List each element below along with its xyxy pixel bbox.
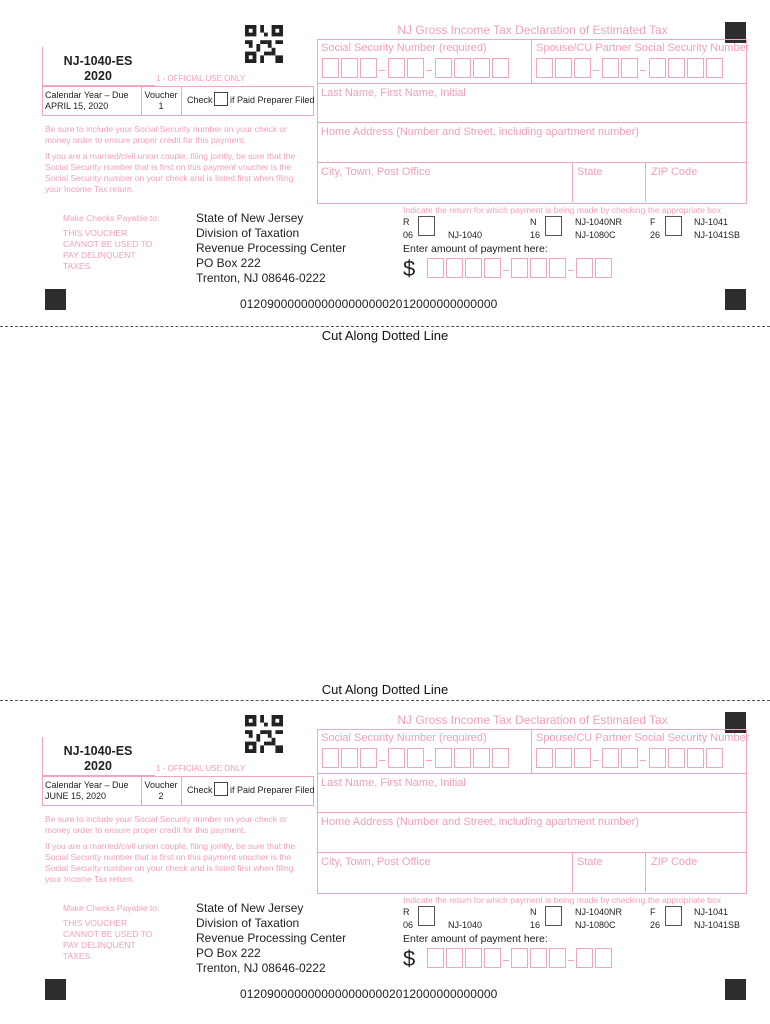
separator-dash bbox=[568, 960, 574, 961]
return-form: NJ-1040NR bbox=[575, 907, 623, 917]
digit-box[interactable] bbox=[687, 748, 704, 768]
tax-year: 2020 bbox=[84, 759, 112, 773]
dollar-sign: $ bbox=[403, 256, 416, 281]
digit-box[interactable] bbox=[687, 58, 704, 78]
digit-box[interactable] bbox=[602, 748, 619, 768]
address-line: Trenton, NJ 08646-0222 bbox=[196, 961, 326, 975]
digit-box[interactable] bbox=[602, 58, 619, 78]
paid-preparer-checkbox[interactable] bbox=[214, 782, 228, 796]
paid-preparer-label: if Paid Preparer Filed bbox=[230, 785, 315, 795]
digit-box[interactable] bbox=[427, 948, 444, 968]
return-checkbox-nj1040[interactable] bbox=[418, 906, 435, 926]
digit-box[interactable] bbox=[621, 748, 638, 768]
digit-box[interactable] bbox=[511, 948, 528, 968]
return-form: NJ-1041SB bbox=[694, 230, 741, 240]
separator-dash bbox=[426, 70, 432, 71]
due-date: JUNE 15, 2020 bbox=[45, 791, 107, 801]
digit-box[interactable] bbox=[492, 58, 509, 78]
ssn-note: Be sure to include your Social Security number on your check or money order to ensure proper credit for this payment. bbox=[45, 814, 287, 835]
digit-box[interactable] bbox=[454, 748, 471, 768]
digit-box[interactable] bbox=[555, 748, 572, 768]
digit-box[interactable] bbox=[668, 748, 685, 768]
separator-dash bbox=[640, 760, 646, 761]
digit-box[interactable] bbox=[454, 58, 471, 78]
due-date: APRIL 15, 2020 bbox=[45, 101, 109, 111]
digit-box[interactable] bbox=[388, 748, 405, 768]
spouse-ssn-label: Spouse/CU Partner Social Security Number bbox=[536, 42, 750, 54]
digit-box[interactable] bbox=[484, 948, 501, 968]
payment-voucher bbox=[0, 0, 770, 320]
digit-box[interactable] bbox=[549, 948, 566, 968]
cut-label: Cut Along Dotted Line bbox=[321, 682, 449, 697]
return-form: NJ-1040 bbox=[448, 230, 483, 240]
digit-box[interactable] bbox=[511, 258, 528, 278]
separator-dash bbox=[426, 760, 432, 761]
name-label: Last Name, First Name, Initial bbox=[321, 87, 466, 99]
dollar-sign: $ bbox=[403, 946, 416, 971]
digit-box[interactable] bbox=[427, 258, 444, 278]
address-line: Revenue Processing Center bbox=[196, 931, 347, 945]
alignment-mark bbox=[725, 289, 746, 310]
official-use-label: 1 - OFFICIAL USE ONLY bbox=[156, 74, 246, 83]
return-checkbox-nj1041[interactable] bbox=[665, 216, 682, 236]
digit-box[interactable] bbox=[322, 748, 339, 768]
payable-label: Make Checks Payable to: bbox=[63, 213, 160, 223]
separator-dash bbox=[379, 70, 385, 71]
alignment-mark bbox=[45, 979, 66, 1000]
digit-box[interactable] bbox=[555, 58, 572, 78]
return-letter: R bbox=[403, 907, 410, 917]
return-checkbox-nj1040nr[interactable] bbox=[545, 216, 562, 236]
return-form: NJ-1080C bbox=[575, 920, 616, 930]
return-code: 16 bbox=[530, 230, 541, 240]
married-note: If you are a married/civil union couple, filing jointly, be sure that the Social Security number that is first on this payment voucher is the Social Security number on your check and is listed first when filing your Income Tax return. bbox=[45, 841, 296, 884]
form-title: NJ Gross Income Tax Declaration of Estimated Tax bbox=[397, 713, 668, 727]
calendar-year-label: Calendar Year – Due bbox=[45, 780, 129, 790]
indicate-label: Indicate the return for which payment is being made by checking the appropriate box bbox=[403, 205, 721, 215]
paid-preparer-label: if Paid Preparer Filed bbox=[230, 95, 315, 105]
digit-box[interactable] bbox=[576, 258, 593, 278]
form-title: NJ Gross Income Tax Declaration of Estimated Tax bbox=[397, 23, 668, 37]
return-letter: F bbox=[650, 907, 656, 917]
digit-box[interactable] bbox=[649, 58, 666, 78]
return-code: 06 bbox=[403, 230, 414, 240]
digit-box[interactable] bbox=[595, 948, 612, 968]
digit-box[interactable] bbox=[574, 748, 591, 768]
mailing-address bbox=[196, 211, 346, 286]
scan-line: 01209000000000000000002012000000000000 bbox=[240, 297, 498, 311]
return-code: 26 bbox=[650, 920, 661, 930]
digit-box[interactable] bbox=[473, 748, 490, 768]
state-label: State bbox=[577, 166, 603, 178]
check-label: Check bbox=[187, 95, 213, 105]
return-code: 26 bbox=[650, 230, 661, 240]
tax-year: 2020 bbox=[84, 69, 112, 83]
digit-box[interactable] bbox=[360, 748, 377, 768]
married-note: If you are a married/civil union couple, filing jointly, be sure that the Social Security number that is first on this payment voucher is the Social Security number on your check and is listed first when filing your Income Tax return. bbox=[45, 151, 296, 194]
indicate-label: Indicate the return for which payment is being made by checking the appropriate box bbox=[403, 895, 721, 905]
return-letter: R bbox=[403, 217, 410, 227]
separator-dash bbox=[640, 70, 646, 71]
return-checkbox-nj1040nr[interactable] bbox=[545, 906, 562, 926]
state-label: State bbox=[577, 856, 603, 868]
address-label: Home Address (Number and Street, including apartment number) bbox=[321, 816, 639, 828]
digit-box[interactable] bbox=[484, 258, 501, 278]
payment-voucher bbox=[0, 690, 770, 1010]
return-form: NJ-1040NR bbox=[575, 217, 623, 227]
separator-dash bbox=[593, 70, 599, 71]
amount-label: Enter amount of payment here: bbox=[403, 933, 548, 945]
separator-dash bbox=[503, 270, 509, 271]
digit-box[interactable] bbox=[706, 748, 723, 768]
digit-box[interactable] bbox=[621, 58, 638, 78]
digit-box[interactable] bbox=[530, 258, 547, 278]
digit-box[interactable] bbox=[407, 748, 424, 768]
voucher-label: Voucher bbox=[144, 90, 178, 100]
address-line: PO Box 222 bbox=[196, 946, 261, 960]
cannot-note: THIS VOUCHER CANNOT BE USED TO PAY DELINQUENT TAXES. bbox=[63, 228, 153, 271]
digit-box[interactable] bbox=[492, 748, 509, 768]
cut-label: Cut Along Dotted Line bbox=[321, 328, 449, 343]
return-code: 16 bbox=[530, 920, 541, 930]
zip-label: ZIP Code bbox=[651, 166, 698, 178]
separator-dash bbox=[568, 270, 574, 271]
digit-box[interactable] bbox=[360, 58, 377, 78]
digit-box[interactable] bbox=[530, 948, 547, 968]
digit-box[interactable] bbox=[574, 58, 591, 78]
ssn-note: Be sure to include your Social Security number on your check or money order to ensure proper credit for this payment. bbox=[45, 124, 287, 145]
address-line: State of New Jersey bbox=[196, 211, 304, 225]
address-line: Trenton, NJ 08646-0222 bbox=[196, 271, 326, 285]
official-use-label: 1 - OFFICIAL USE ONLY bbox=[156, 764, 246, 773]
calendar-year-label: Calendar Year – Due bbox=[45, 90, 129, 100]
digit-box[interactable] bbox=[595, 258, 612, 278]
address-line: Division of Taxation bbox=[196, 226, 300, 240]
alignment-mark bbox=[725, 979, 746, 1000]
city-label: City, Town, Post Office bbox=[321, 166, 431, 178]
return-letter: N bbox=[530, 217, 537, 227]
return-letter: N bbox=[530, 907, 537, 917]
amount-label: Enter amount of payment here: bbox=[403, 243, 548, 255]
barcode-2d-icon bbox=[245, 715, 283, 753]
cut-line bbox=[0, 326, 770, 327]
digit-box[interactable] bbox=[465, 948, 482, 968]
digit-box[interactable] bbox=[536, 748, 553, 768]
mailing-address bbox=[196, 901, 346, 976]
voucher-label: Voucher bbox=[144, 780, 178, 790]
return-form: NJ-1041 bbox=[694, 217, 729, 227]
digit-box[interactable] bbox=[322, 58, 339, 78]
form-id: NJ-1040-ES bbox=[63, 54, 133, 68]
zip-label: ZIP Code bbox=[651, 856, 698, 868]
address-label: Home Address (Number and Street, including apartment number) bbox=[321, 126, 639, 138]
scan-line: 01209000000000000000002012000000000000 bbox=[240, 987, 498, 1001]
return-form: NJ-1041 bbox=[694, 907, 729, 917]
digit-box[interactable] bbox=[446, 948, 463, 968]
paid-preparer-checkbox[interactable] bbox=[214, 92, 228, 106]
digit-box[interactable] bbox=[407, 58, 424, 78]
digit-box[interactable] bbox=[465, 258, 482, 278]
name-label: Last Name, First Name, Initial bbox=[321, 777, 466, 789]
digit-box[interactable] bbox=[576, 948, 593, 968]
digit-box[interactable] bbox=[435, 58, 452, 78]
digit-box[interactable] bbox=[649, 748, 666, 768]
voucher-number: 2 bbox=[158, 791, 164, 801]
city-label: City, Town, Post Office bbox=[321, 856, 431, 868]
address-line: Division of Taxation bbox=[196, 916, 300, 930]
digit-box[interactable] bbox=[549, 258, 566, 278]
address-line: Revenue Processing Center bbox=[196, 241, 347, 255]
return-letter: F bbox=[650, 217, 656, 227]
return-form: NJ-1040 bbox=[448, 920, 483, 930]
digit-box[interactable] bbox=[446, 258, 463, 278]
check-label: Check bbox=[187, 785, 213, 795]
digit-box[interactable] bbox=[435, 748, 452, 768]
digit-box[interactable] bbox=[706, 58, 723, 78]
digit-box[interactable] bbox=[473, 58, 490, 78]
digit-box[interactable] bbox=[536, 58, 553, 78]
barcode-2d-icon bbox=[245, 25, 283, 63]
return-form: NJ-1080C bbox=[575, 230, 616, 240]
return-form: NJ-1041SB bbox=[694, 920, 741, 930]
digit-box[interactable] bbox=[341, 748, 358, 768]
cannot-note: THIS VOUCHER CANNOT BE USED TO PAY DELINQUENT TAXES. bbox=[63, 918, 153, 961]
ssn-label: Social Security Number (required) bbox=[321, 42, 487, 54]
return-checkbox-nj1041[interactable] bbox=[665, 906, 682, 926]
address-line: State of New Jersey bbox=[196, 901, 304, 915]
return-code: 06 bbox=[403, 920, 414, 930]
voucher-number: 1 bbox=[158, 101, 164, 111]
payable-label: Make Checks Payable to: bbox=[63, 903, 160, 913]
alignment-mark bbox=[45, 289, 66, 310]
digit-box[interactable] bbox=[668, 58, 685, 78]
digit-box[interactable] bbox=[388, 58, 405, 78]
spouse-ssn-label: Spouse/CU Partner Social Security Number bbox=[536, 732, 750, 744]
digit-box[interactable] bbox=[341, 58, 358, 78]
separator-dash bbox=[379, 760, 385, 761]
separator-dash bbox=[503, 960, 509, 961]
address-line: PO Box 222 bbox=[196, 256, 261, 270]
ssn-label: Social Security Number (required) bbox=[321, 732, 487, 744]
return-checkbox-nj1040[interactable] bbox=[418, 216, 435, 236]
form-id: NJ-1040-ES bbox=[63, 744, 133, 758]
separator-dash bbox=[593, 760, 599, 761]
